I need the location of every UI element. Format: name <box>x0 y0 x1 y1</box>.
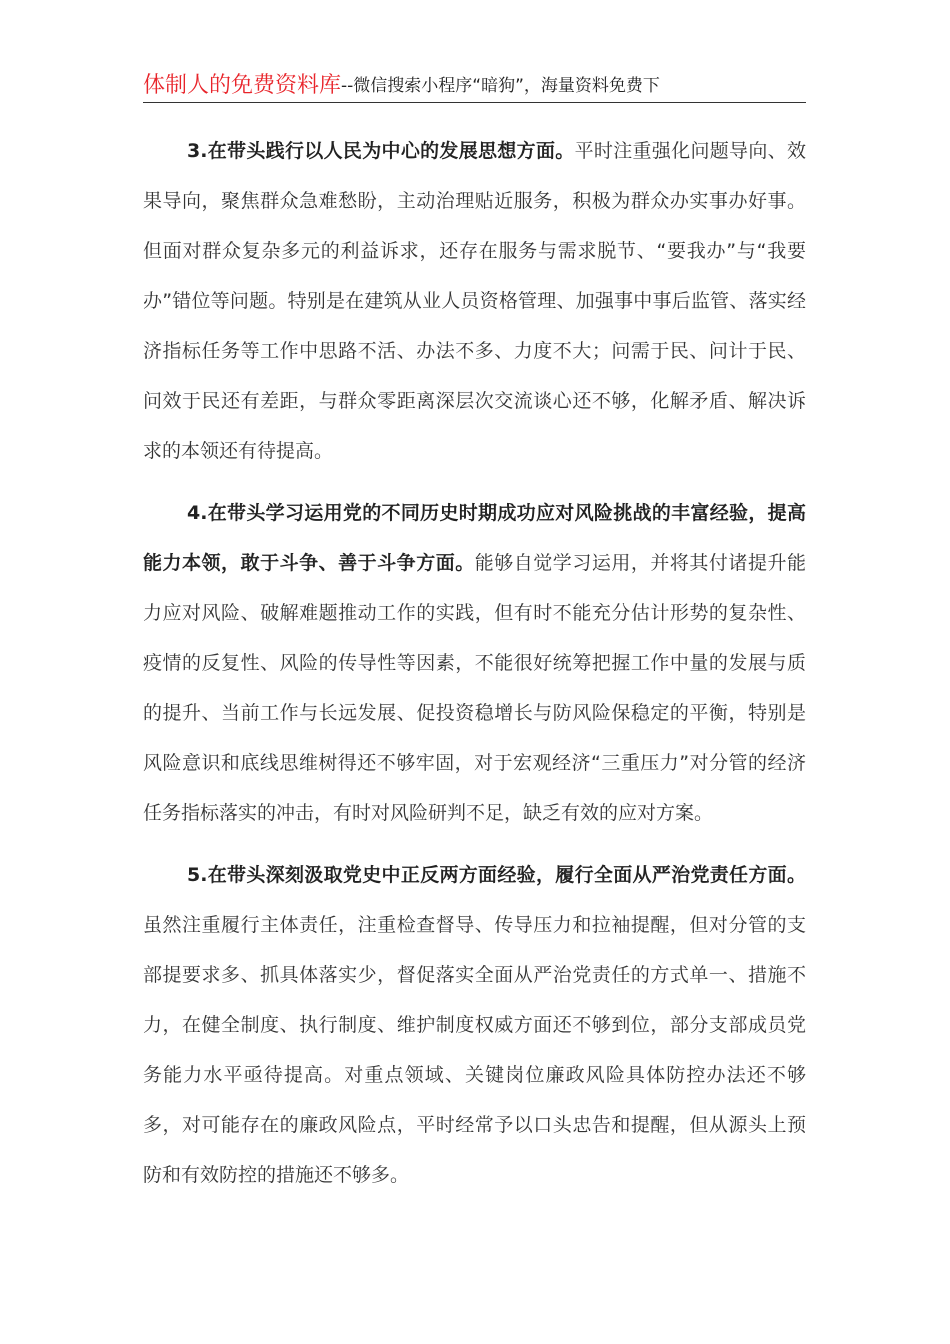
paragraph-lead: 5.在带头深刻汲取党史中正反两方面经验，履行全面从严治党责任方面。 <box>187 864 806 886</box>
paragraph-3 <box>143 126 806 476</box>
paragraph-4 <box>143 488 806 838</box>
document-header <box>143 70 806 103</box>
paragraph-text: 能够自觉学习运用，并将其付诸提升能力应对风险、破解难题推动工作的实践，但有时不能充分估计形势的复杂性、疫情的反复性、风险的传导性等因素，不能很好统筹把握工作中量的发展与质的提升、当前工作与长远发展、促投资稳增长与防风险保稳定的平衡，特别是风险意识和底线思维树得还不够牢固，对于宏观经济“三重压力”对分管的经济任务指标落实的冲击，有时对风险研判不足，缺乏有效的应对方案。 <box>143 552 806 824</box>
header-subtitle: --微信搜索小程序“暗狗”，海量资料免费下 <box>341 76 660 96</box>
document-body <box>143 126 806 1212</box>
paragraph-text: 虽然注重履行主体责任，注重检查督导、传导压力和拉袖提醒，但对分管的支部提要求多、抓具体落实少，督促落实全面从严治党责任的方式单一、措施不力，在健全制度、执行制度、维护制度权威方面还不够到位，部分支部成员党务能力水平亟待提高。对重点领域、关键岗位廉政风险具体防控办法还不够多，对可能存在的廉政风险点，平时经常予以口头忠告和提醒，但从源头上预防和有效防控的措施还不够多。 <box>143 914 806 1186</box>
paragraph-lead: 3.在带头践行以人民为中心的发展思想方面。 <box>187 140 575 162</box>
header-brand: 体制人的免费资料库 <box>143 73 342 98</box>
paragraph-5 <box>143 850 806 1200</box>
paragraph-text: 平时注重强化问题导向、效果导向，聚焦群众急难愁盼，主动治理贴近服务，积极为群众办实事办好事。但面对群众复杂多元的利益诉求，还存在服务与需求脱节、“要我办”与“我要办”错位等问题。特别是在建筑从业人员资格管理、加强事中事后监管、落实经济指标任务等工作中思路不活、办法不多、力度不大；问需于民、问计于民、问效于民还有差距，与群众零距离深层次交流谈心还不够，化解矛盾、解决诉求的本领还有待提高。 <box>143 140 806 462</box>
paragraph-lead: 4.在带头学习运用党的不同历史时期成功应对风险挑战的丰富经验，提高能力本领，敢于斗争、善于斗争方面。 <box>143 502 806 574</box>
